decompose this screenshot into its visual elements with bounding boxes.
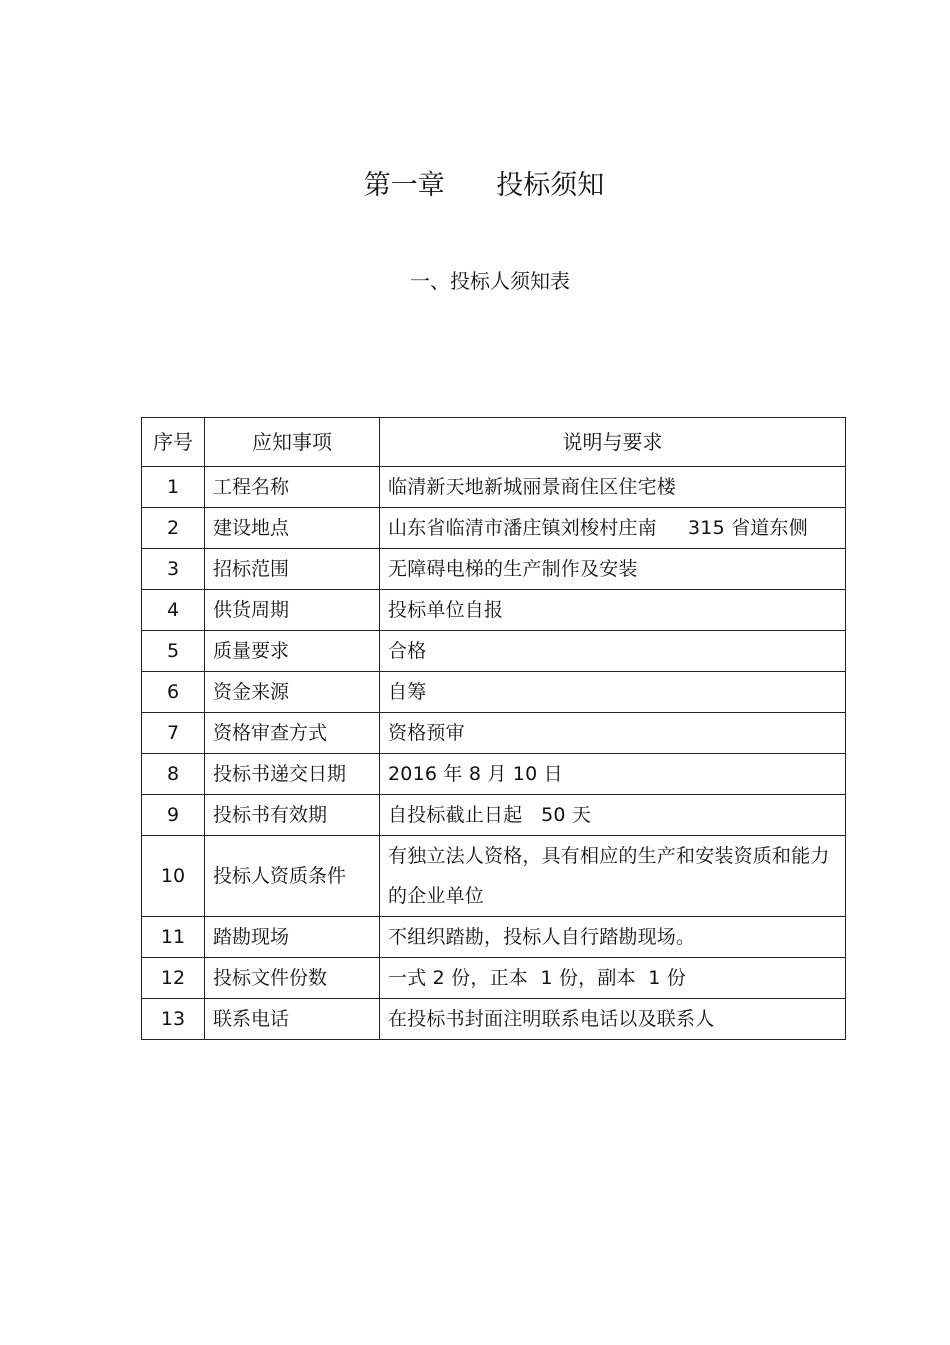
row-number: 7: [142, 713, 205, 754]
table-row: [142, 999, 846, 1040]
table-row: [142, 631, 846, 672]
table-row: [142, 590, 846, 631]
row-description: 有独立法人资格，具有相应的生产和安装资质和能力的企业单位: [380, 836, 846, 917]
table-row: [142, 713, 846, 754]
row-description: 临清新天地新城丽景商住区住宅楼: [380, 467, 846, 508]
bidder-notice-table: [141, 417, 846, 1040]
table-row: [142, 917, 846, 958]
row-item: 资金来源: [205, 672, 380, 713]
row-description: 自投标截止日起 50 天: [380, 795, 846, 836]
table-row: [142, 672, 846, 713]
row-item: 建设地点: [205, 508, 380, 549]
row-description: 投标单位自报: [380, 590, 846, 631]
row-item: 工程名称: [205, 467, 380, 508]
table-row: [142, 958, 846, 999]
row-item: 投标人资质条件: [205, 836, 380, 917]
row-number: 6: [142, 672, 205, 713]
row-description: 无障碍电梯的生产制作及安装: [380, 549, 846, 590]
row-item: 投标文件份数: [205, 958, 380, 999]
row-description: 2016 年 8 月 10 日: [380, 754, 846, 795]
header-desc: 说明与要求: [380, 418, 846, 467]
row-number: 9: [142, 795, 205, 836]
row-number: 2: [142, 508, 205, 549]
header-no: 序号: [142, 418, 205, 467]
row-item: 质量要求: [205, 631, 380, 672]
section-title: 一、投标人须知表: [410, 269, 570, 293]
row-number: 10: [142, 836, 205, 917]
row-number: 5: [142, 631, 205, 672]
row-description: 山东省临清市潘庄镇刘梭村庄南 315 省道东侧: [380, 508, 846, 549]
table-row: [142, 836, 846, 917]
row-item: 踏勘现场: [205, 917, 380, 958]
table-header-row: [142, 418, 846, 467]
row-item: 投标书有效期: [205, 795, 380, 836]
row-description: 不组织踏勘，投标人自行踏勘现场。: [380, 917, 846, 958]
row-number: 4: [142, 590, 205, 631]
row-item: 资格审查方式: [205, 713, 380, 754]
table-row: [142, 467, 846, 508]
row-description: 在投标书封面注明联系电话以及联系人: [380, 999, 846, 1040]
table-row: [142, 795, 846, 836]
table-row: [142, 549, 846, 590]
row-item: 联系电话: [205, 999, 380, 1040]
header-item: 应知事项: [205, 418, 380, 467]
row-description: 合格: [380, 631, 846, 672]
row-description: 资格预审: [380, 713, 846, 754]
row-description: 自筹: [380, 672, 846, 713]
row-description: 一式 2 份，正本 1 份，副本 1 份: [380, 958, 846, 999]
chapter-title: 第一章 投标须知: [363, 170, 605, 201]
row-number: 8: [142, 754, 205, 795]
table-row: [142, 508, 846, 549]
row-number: 13: [142, 999, 205, 1040]
row-number: 12: [142, 958, 205, 999]
row-number: 3: [142, 549, 205, 590]
row-item: 供货周期: [205, 590, 380, 631]
row-number: 11: [142, 917, 205, 958]
row-item: 投标书递交日期: [205, 754, 380, 795]
row-number: 1: [142, 467, 205, 508]
table-row: [142, 754, 846, 795]
row-item: 招标范围: [205, 549, 380, 590]
